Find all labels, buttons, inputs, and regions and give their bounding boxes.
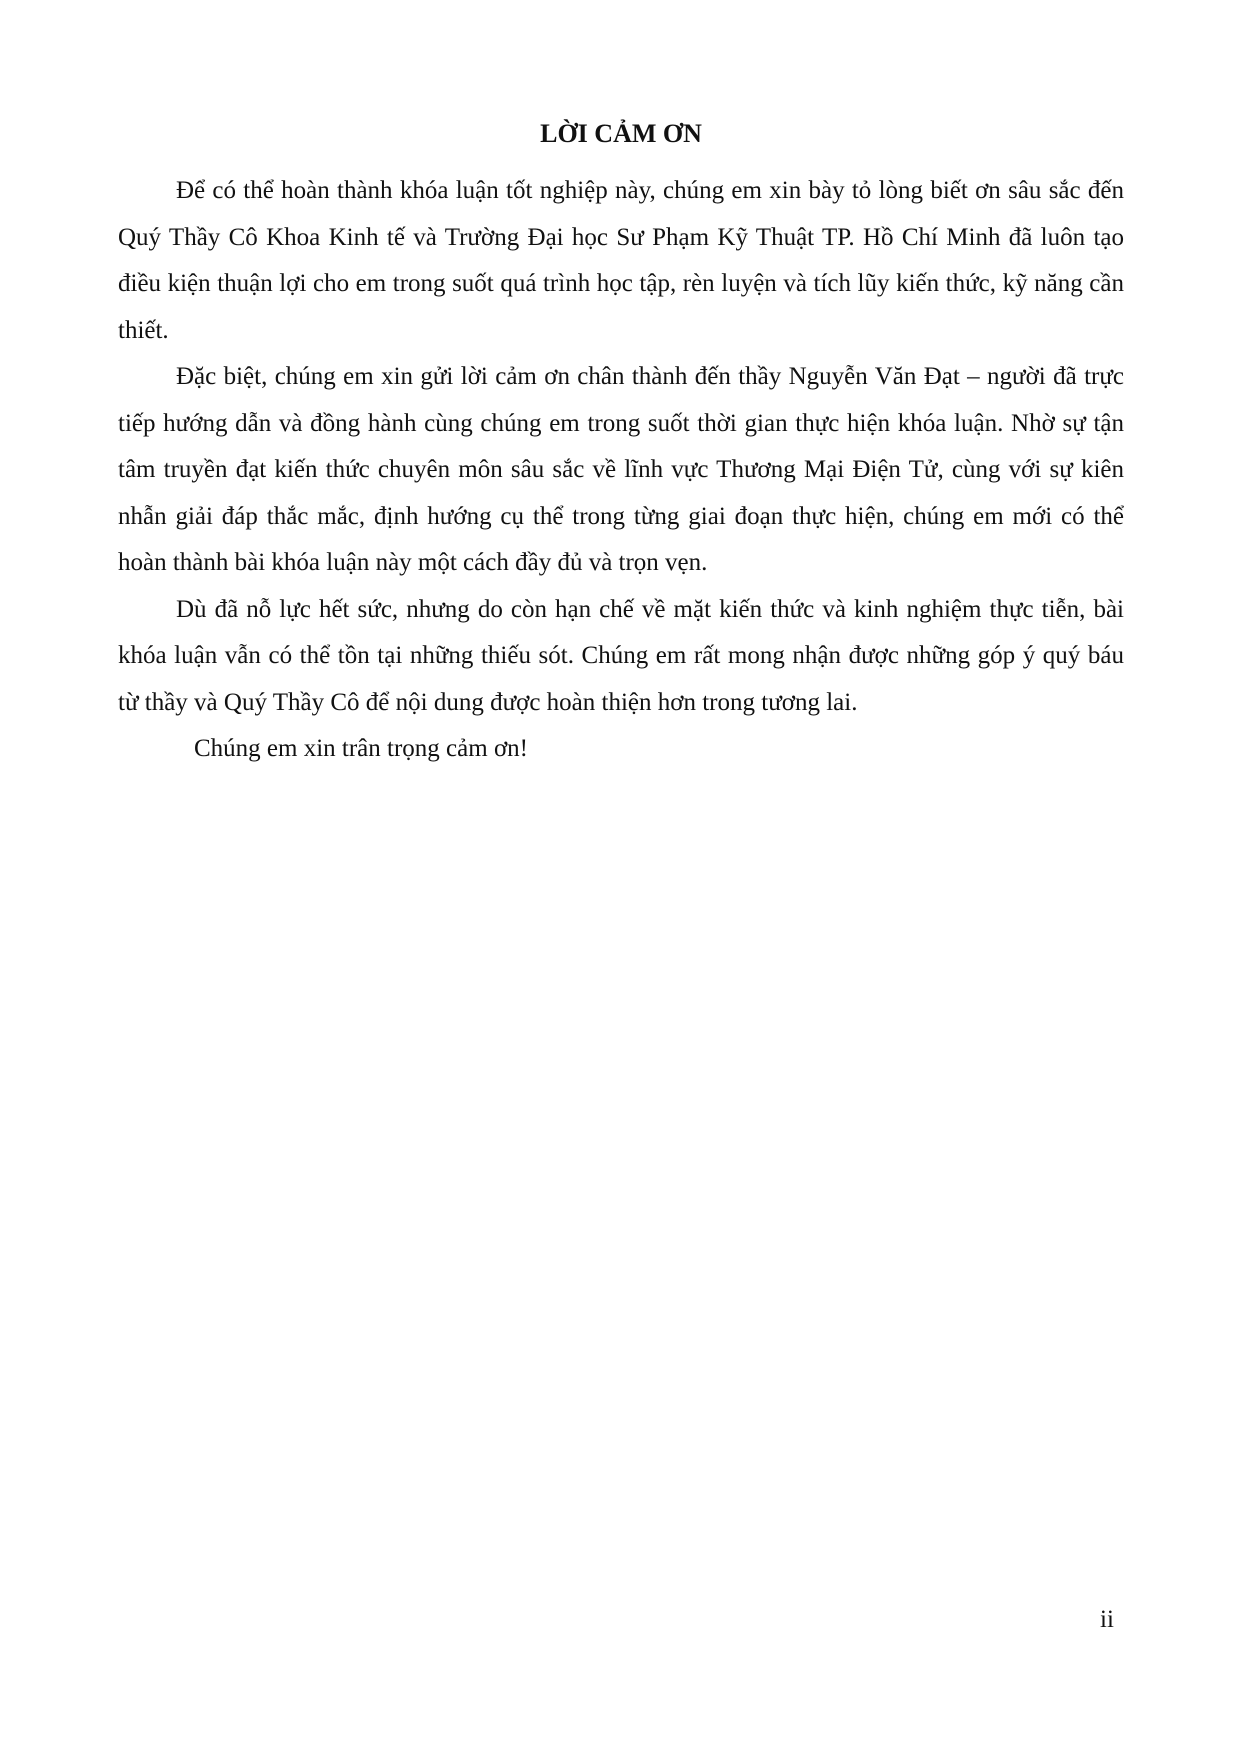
- page-number: ii: [1100, 1606, 1114, 1633]
- page-title: LỜI CẢM ƠN: [540, 119, 702, 148]
- paragraph-gratitude-faculty: Để có thể hoàn thành khóa luận tốt nghiệp này, chúng em xin bày tỏ lòng biết ơn sâu sắc đến Quý Thầy Cô Khoa Kinh tế và Trường Đại học Sư Phạm Kỹ Thuật TP. Hồ Chí Minh đã luôn tạo điều kiện thuận lợi cho em trong suốt quá trình học tập, rèn luyện và tích lũy kiến thức, kỹ năng cần thiết.: [118, 177, 1124, 344]
- paragraph-gratitude-advisor: Đặc biệt, chúng em xin gửi lời cảm ơn chân thành đến thầy Nguyễn Văn Đạt – người đã trực tiếp hướng dẫn và đồng hành cùng chúng em trong suốt thời gian thực hiện khóa luận. Nhờ sự tận tâm truyền đạt kiến thức chuyên môn sâu sắc về lĩnh vực Thương Mại Điện Tử, cùng với sự kiên nhẫn giải đáp thắc mắc, định hướng cụ thể trong từng giai đoạn thực hiện, chúng em mới có thể hoàn thành bài khóa luận này một cách đầy đủ và trọn vẹn.: [118, 363, 1124, 576]
- closing-line: Chúng em xin trân trọng cảm ơn!: [194, 735, 528, 762]
- paragraph-limitations: Dù đã nỗ lực hết sức, nhưng do còn hạn chế về mặt kiến thức và kinh nghiệm thực tiễn, bài khóa luận vẫn có thể tồn tại những thiếu sót. Chúng em rất mong nhận được những góp ý quý báu từ thầy và Quý Thầy Cô để nội dung được hoàn thiện hơn trong tương lai.: [118, 595, 1124, 716]
- page-content: [118, 114, 1124, 773]
